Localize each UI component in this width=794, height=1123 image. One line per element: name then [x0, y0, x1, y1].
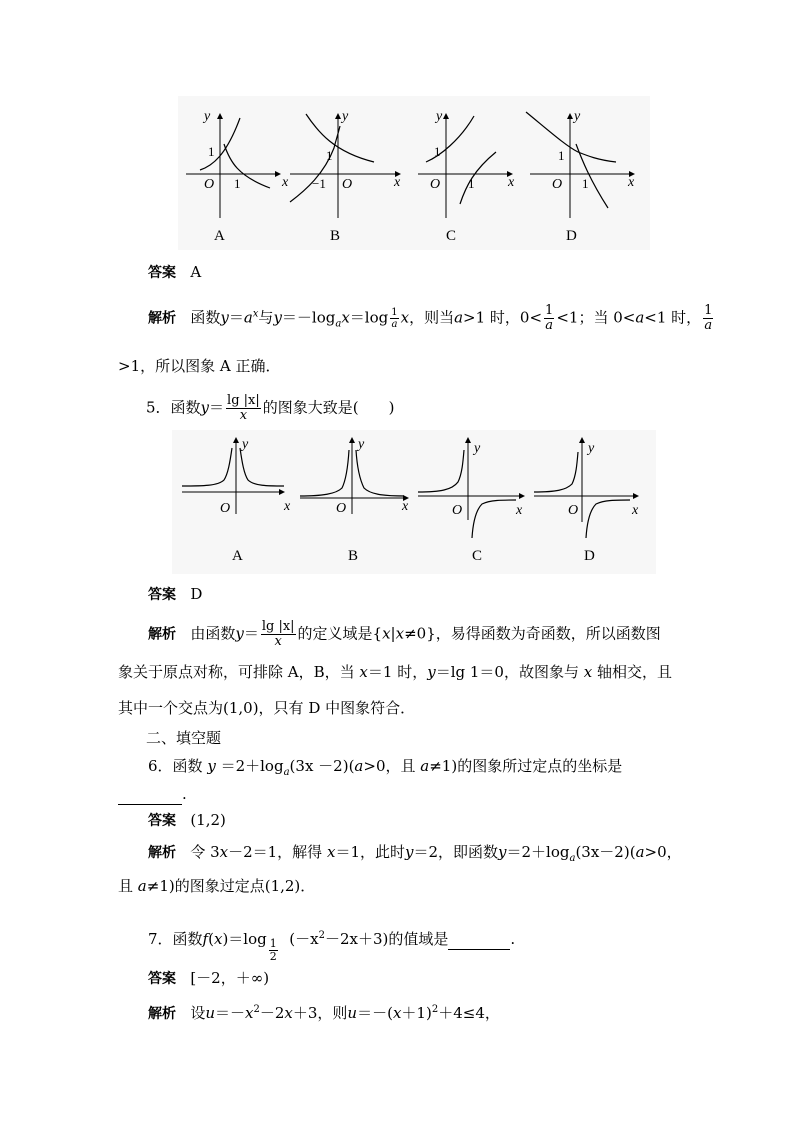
answer-value: (1,2): [190, 811, 226, 829]
origin-label: O: [552, 177, 563, 192]
graph-a: [182, 437, 291, 564]
axis-y-label: y: [242, 437, 249, 452]
q6-question-line-2: .: [118, 784, 187, 805]
graph-d: [534, 438, 639, 564]
analysis-tag: 解析: [148, 1006, 176, 1022]
q5-answer-line: [148, 584, 202, 605]
axis-x-label: x: [508, 175, 515, 190]
graph-c: [418, 109, 515, 244]
tick-label: 1: [434, 144, 441, 159]
answer-value: A: [190, 263, 202, 281]
tick-label: 1: [326, 148, 333, 163]
q5-analysis-line-2: 象关于原点对称，可排除 A，B，当 x＝1 时，y＝lg 1＝0，故图象与 x 轴相交，且: [118, 663, 672, 681]
graph-c: [418, 438, 524, 564]
q6-analysis-line-1: 解析 令 3x－2＝1，解得 x＝1，此时y＝2，即函数$y=2+\log_a(3x-2)(a>0$，: [148, 843, 682, 864]
axis-y-label: y: [436, 109, 443, 124]
axis-y-label: y: [204, 109, 211, 124]
answer-tag: 答案: [148, 587, 176, 603]
figure-lg-over-x-graphs: [172, 430, 656, 574]
tick-label: 1: [582, 176, 589, 191]
graph-a: [186, 109, 289, 244]
axis-x-label: x: [394, 175, 401, 190]
origin-label: O: [568, 503, 579, 518]
q6-analysis-line-2: 且 a≠1)的图象过定点(1,2)．: [118, 877, 316, 895]
section-title: 二、填空题: [146, 729, 222, 747]
q6-answer-line: [148, 810, 226, 831]
graph-b: [290, 109, 401, 244]
tick-label: −1: [312, 176, 326, 191]
option-label-d: D: [584, 548, 595, 564]
axis-x-label: x: [402, 499, 409, 514]
answer-value: D: [190, 585, 203, 603]
axis-x-label: x: [284, 499, 291, 514]
origin-label: O: [336, 501, 347, 516]
origin-label: O: [204, 177, 215, 192]
option-label-c: C: [446, 228, 457, 244]
analysis-tag: 解析: [148, 845, 176, 861]
axis-y-label: y: [574, 109, 581, 124]
graph-d: [526, 109, 635, 244]
q6-question: 6．函数 $y =2+\log_a(3x -2)(a>0$，且 a≠1)的图象所过定点的坐标是: [148, 757, 623, 778]
option-label-a: A: [214, 228, 225, 244]
q5-analysis-line-3: 其中一个交点为(1,0)，只有 D 中图象符合．: [118, 699, 416, 717]
answer-blank[interactable]: [118, 784, 182, 805]
q5-question: 5．函数y＝ $\frac{\lg |x|}{x}$ 的图象大致是( ): [146, 393, 395, 423]
axis-y-label: y: [358, 437, 365, 452]
q5-analysis-line-1: 解析 由函数y＝ $\frac{\lg |x|}{x}$ 的定义域是{x|x≠0}，易得函数为奇函数，所以函数图: [148, 619, 661, 649]
answer-value: [－2，＋∞): [190, 969, 270, 987]
option-label-a: A: [232, 548, 243, 564]
option-label-b: B: [330, 228, 341, 244]
option-label-c: C: [472, 548, 483, 564]
q4-analysis-line-2: >1，所以图象 A 正确．: [118, 357, 281, 375]
axis-x-label: x: [628, 175, 635, 190]
axis-x-label: x: [282, 175, 289, 190]
option-label-b: B: [348, 548, 359, 564]
tick-label: 1: [468, 176, 475, 191]
origin-label: O: [220, 501, 231, 516]
tick-label: 1: [234, 176, 241, 191]
figure-exponential-log-graphs: [178, 96, 650, 250]
axis-y-label: y: [342, 109, 349, 124]
origin-label: O: [430, 177, 441, 192]
answer-tag: 答案: [148, 813, 176, 829]
axis-x-label: x: [632, 503, 639, 518]
answer-tag: 答案: [148, 971, 176, 987]
answer-blank[interactable]: [448, 929, 510, 950]
q4-analysis-line-1: 解析 函数$y=a^x$与$y=-\log_ax=\log$ $\frac{1}{a}$ x，则当a>1 时，0< $\frac{1}{a}$ <1；当 0<a<1 时， $\frac{1}{a}$: [148, 303, 713, 333]
origin-label: O: [342, 177, 353, 192]
figure-1-svg: [178, 96, 650, 250]
tick-label: 1: [558, 148, 565, 163]
option-label-d: D: [566, 228, 577, 244]
answer-tag: 答案: [148, 265, 176, 281]
q7-analysis-line-1: 解析 设$u=-x^2-2x+3$，则$u=-(x+1)^2+4\le 4$，: [148, 1004, 500, 1022]
tick-label: 1: [208, 144, 215, 159]
figure-2-svg: [172, 430, 656, 574]
axis-y-label: y: [474, 441, 481, 456]
q7-question: 7．函数f(x)＝log $\frac{1}{2}$ $(-x^2-2x+3)$的值域是 .: [148, 930, 516, 963]
axis-y-label: y: [588, 441, 595, 456]
origin-label: O: [452, 503, 463, 518]
graph-b: [300, 437, 409, 564]
q7-answer-line: [148, 968, 269, 989]
analysis-tag: 解析: [148, 310, 176, 327]
analysis-tag: 解析: [148, 626, 176, 643]
q4-answer-line: [148, 262, 201, 283]
axis-x-label: x: [516, 503, 523, 518]
